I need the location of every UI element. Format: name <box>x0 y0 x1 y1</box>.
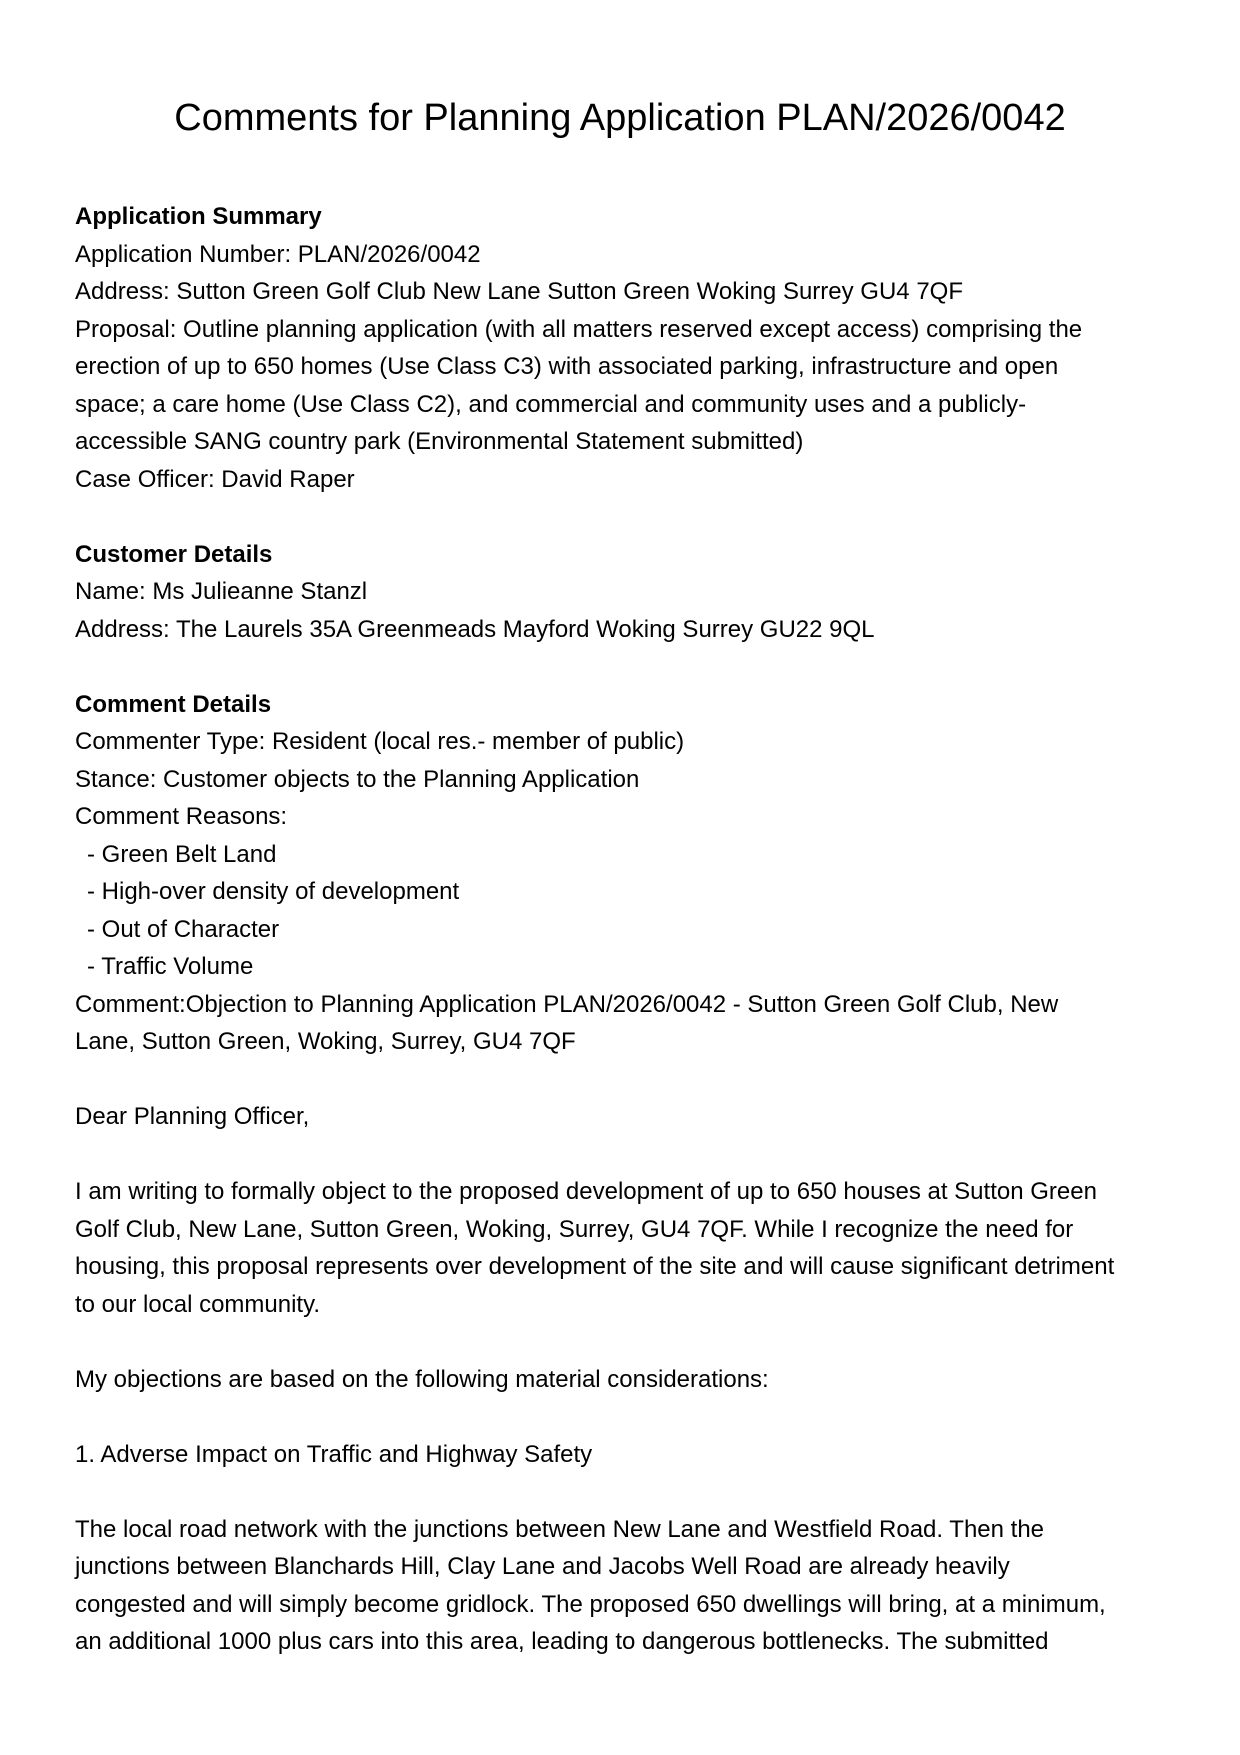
comment-details-heading: Comment Details <box>75 690 272 718</box>
comment-reasons-label: Comment Reasons: <box>75 803 288 830</box>
comment-reason-item: - Out of Character <box>87 915 280 943</box>
spacer <box>75 1136 1185 1174</box>
proposal-line: Proposal: Outline planning application (with all matters reserved except access) comprising the <box>75 315 1083 343</box>
spacer <box>75 1398 1185 1436</box>
document-body <box>75 198 1185 1661</box>
case-officer: Case Officer: David Raper <box>75 465 355 493</box>
letter-paragraph-line: congested and will simply become gridlock. The proposed 650 dwellings will bring, at a minimum, <box>75 1590 1106 1618</box>
comment-reason-item: - Traffic Volume <box>87 953 254 980</box>
comment-text-line: Comment:Objection to Planning Application PLAN/2026/0042 - Sutton Green Golf Club, New <box>75 990 1059 1018</box>
spacer <box>75 1323 1185 1361</box>
letter-paragraph-line: housing, this proposal represents over development of the site and will cause significant detriment <box>75 1253 1115 1280</box>
spacer <box>75 1061 1185 1099</box>
comment-reason-item: - Green Belt Land <box>87 840 277 868</box>
application-summary-heading: Application Summary <box>75 203 322 230</box>
letter-paragraph-line: junctions between Blanchards Hill, Clay Lane and Jacobs Well Road are already heavily <box>75 1553 1010 1580</box>
commenter-type: Commenter Type: Resident (local res.- member of public) <box>75 728 685 755</box>
comment-text-line: Lane, Sutton Green, Woking, Surrey, GU4 7QF <box>75 1028 576 1055</box>
proposal-line: accessible SANG country park (Environmental Statement submitted) <box>75 428 804 455</box>
letter-paragraph-line: to our local community. <box>75 1290 320 1318</box>
customer-details-heading: Customer Details <box>75 540 273 568</box>
letter-paragraph-line: Golf Club, New Lane, Sutton Green, Woking, Surrey, GU4 7QF. While I recognize the need for <box>75 1215 1074 1243</box>
letter-salutation: Dear Planning Officer, <box>75 1103 310 1130</box>
letter-paragraph-line: The local road network with the junctions between New Lane and Westfield Road. Then the <box>75 1515 1045 1543</box>
comment-details-section <box>75 686 1185 1061</box>
customer-name: Name: Ms Julieanne Stanzl <box>75 578 368 605</box>
comment-reason-item: - High-over density of development <box>87 878 460 905</box>
application-summary-section <box>75 198 1185 498</box>
customer-details-section <box>75 536 1185 649</box>
stance: Stance: Customer objects to the Planning Application <box>75 765 640 793</box>
letter-paragraph-line: an additional 1000 plus cars into this area, leading to dangerous bottlenecks. The submitted <box>75 1628 1049 1655</box>
letter-paragraph-line: My objections are based on the following material considerations: <box>75 1365 769 1393</box>
application-address: Address: Sutton Green Golf Club New Lane Sutton Green Woking Surrey GU4 7QF <box>75 278 963 305</box>
application-number: Application Number: PLAN/2026/0042 <box>75 240 481 268</box>
customer-address: Address: The Laurels 35A Greenmeads Mayford Woking Surrey GU22 9QL <box>75 615 875 643</box>
page-title: Comments for Planning Application PLAN/2026/0042 <box>174 97 1066 139</box>
point-heading: 1. Adverse Impact on Traffic and Highway Safety <box>75 1440 593 1468</box>
proposal-line: space; a care home (Use Class C2), and commercial and community uses and a publicly- <box>75 390 1027 418</box>
proposal-line: erection of up to 650 homes (Use Class C3) with associated parking, infrastructure and open <box>75 353 1059 380</box>
spacer <box>75 498 1185 536</box>
spacer <box>75 1473 1185 1511</box>
spacer <box>75 648 1185 686</box>
letter-body <box>75 1098 1185 1661</box>
letter-paragraph-line: I am writing to formally object to the proposed development of up to 650 houses at Sutton Green <box>75 1178 1097 1205</box>
